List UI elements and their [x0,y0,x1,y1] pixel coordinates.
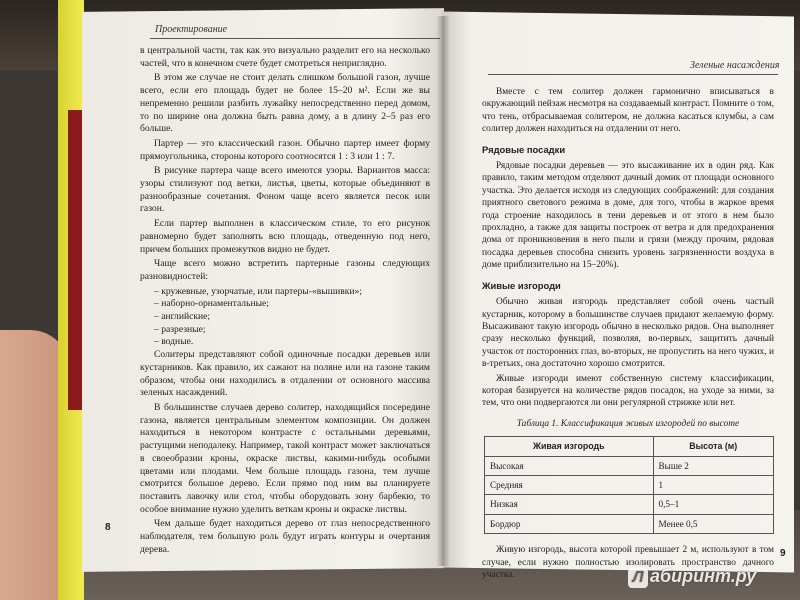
table-cell: Высокая [485,456,654,475]
paragraph: В большинстве случаев дерево солитер, находящийся посередине газона, является центральным элементом композиции. Он должен находиться в некотором контрасте с остальными деревьями, растущими неподалеку. Например, такой контраст может заключаться в своеобразии кроны, окраске листвы, какими-нибудь особыми цветами или плодами. Чем больше площадь газона, тем лучше смотрится большое дерево. Если прямо под ним вы планируете поставить лавочку или стол, чтобы оборудовать зону барбекю, то особое внимание нужно уделить веткам кроны и окраске листвы. [140,401,430,515]
table-cell: Средняя [485,475,654,494]
watermark-text: абиринт.ру [650,566,757,586]
list-item: – английские; [154,311,211,323]
table-row [485,495,774,514]
section-heading: Живые изгороди [482,279,561,291]
right-running-head: Зеленые насаждения [690,60,780,71]
left-running-head: Проектирование [155,24,228,35]
right-head-rule [488,74,778,75]
table-row [485,514,774,533]
list-item: – кружевные, узорчатые, или партеры-«вышивки»; [154,285,363,297]
paragraph: Живые изгороди имеют собственную систему классификации, которая базируется на количестве рядов посадок, на уходе за ними, за тем, что они подвергаются ли они регулярной стрижке или нет. [482,373,774,409]
list-item: – водные. [154,336,194,348]
right-page-text [482,86,774,583]
left-page-number: 8 [105,522,111,533]
paragraph: Чем дальше будет находиться дерево от глаз непосредственного наблюдателя, тем большую роль будут играть контуры и очертания дерева. [140,518,430,555]
paragraph: Вместе с тем солитер должен гармонично вписываться в окружающий пейзаж несмотря на создаваемый контраст. Помните о том, что тень, отбрасываемая солитером, не должна касаться клумбы, а сам солитер должен находиться на отдалении от него. [482,87,774,135]
table-header-row [485,437,774,456]
book-gutter [436,16,450,566]
table-cell: 1 [653,475,773,494]
section-heading: Рядовые посадки [482,143,566,155]
table-cell: Выше 2 [653,456,773,475]
watermark-badge-icon: Л [628,568,648,588]
paragraph: В этом же случае не стоит делать слишком большой газон, лучше всего, если его площадь будет не более 15–20 м². Если же вы непременно решили разбить лужайку непосредственно перед домом, то по ширине она должна быть равна дому, а в длину 2–5 раз его больше. [140,72,430,135]
table-caption: Таблица 1. Классификация живых изгородей по высоте [516,418,740,429]
table-row [485,456,774,475]
table-row [485,475,774,494]
paragraph: Если партер выполнен в классическом стиле, то его рисунок равномерно будет заполнять всю площадь, отведенную под него, причем больших промежутков видно не будет. [140,218,430,255]
paragraph: в центральной части, так как это визуально разделит его на несколько частей, что в конечном счете будет смотреться неприглядно. [140,45,430,69]
paragraph: В рисунке партера чаще всего имеются узоры. Вариантов масса: узоры стилизуют под ветки, листья, цветы, которые объединяют в разнообразные сочетания. Фоном чаще всего является песок или газон. [140,165,430,215]
paragraph: Живую изгородь, высота которой превышает 2 м, используют в том случае, если нужно полностью изолировать пространство дачного участка. [482,545,774,580]
left-page-text [140,45,430,558]
paragraph: Рядовые посадки деревьев — это высаживание их в один ряд. Как правило, таким методом отделяют дачный домик от площади основного участка. Это делается исходя из следующих соображений: для создания приятного светового режима в доме, для того, чтобы в жаркое время года строение находилось в тени деревьев и от этого в нем было прохладно, а также для защиты построек от ветра и для предохранения дома от проникновения в него пыли и грязи (между прочим, рядовая посадка деревьев способна снизить уровень загрязненности воздуха в доме приблизительно на 15–20%). [482,161,774,271]
table-cell: Бордюр [485,514,654,533]
table-cell: Менее 0,5 [653,514,773,533]
left-head-rule [150,38,440,39]
table-header-cell: Высота (м) [653,437,773,456]
list-item: – разрезные; [154,323,206,335]
list-item: – наборно-орнаментальные; [154,298,269,310]
paragraph: Партер — это классический газон. Обычно партер имеет форму прямоугольника, стороны которого соотносятся 1 : 3 или 1 : 7. [140,137,430,162]
hedge-classification-table [484,436,774,534]
table-header-cell: Живая изгородь [485,437,654,456]
paragraph: Солитеры представляют собой одиночные посадки деревьев или кустарников. Как правило, их сажают на поляне или на газоне таким образом, чтобы они находились в отдалении от основного массива зеленых насаждений. [140,349,430,399]
paragraph: Чаще всего можно встретить партерные газоны следующих разновидностей: [140,258,430,282]
labirint-watermark [628,566,756,588]
paragraph: Обычно живая изгородь представляет собой очень частый кустарник, которому в большинстве случаев придают желаемую форму. Высаживают такую изгородь обычно в несколько рядов. Она выполняет сразу несколько функций, позволяя, во-первых, защитить дачный участок от посторонних глаз, во-вторых, не пропустить на него чужих, и в-третьих, она достаточно хорошо смотрится. [482,297,774,370]
table-cell: 0,5–1 [653,495,773,514]
table-cell: Низкая [485,495,654,514]
right-page-number: 9 [780,548,786,559]
